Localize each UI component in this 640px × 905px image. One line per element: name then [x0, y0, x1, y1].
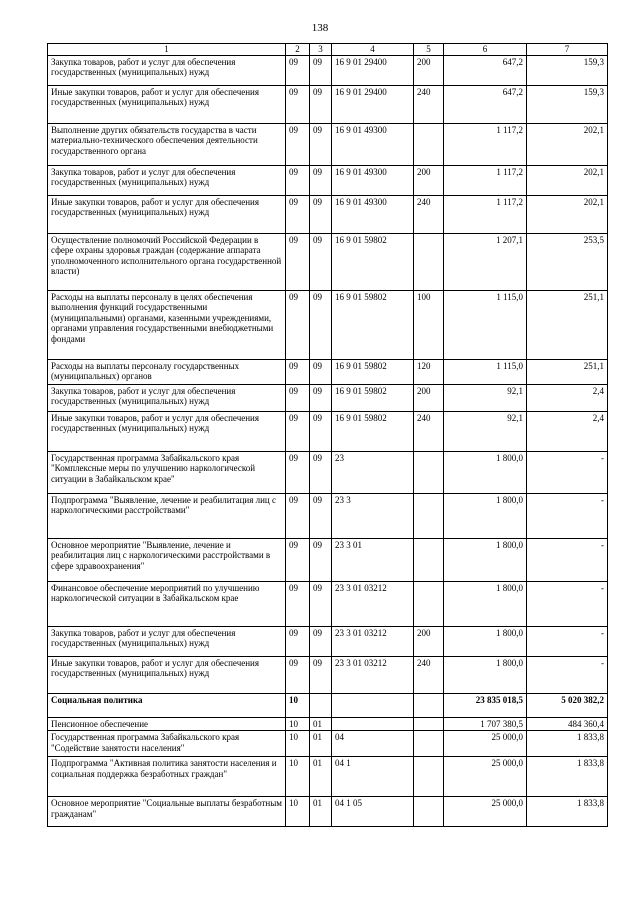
target-item-code: 16 9 01 29400 [332, 85, 414, 123]
row-name: Подпрограмма "Выявление, лечение и реабилитация лиц с наркологическими расстройствами" [48, 493, 286, 538]
target-item-code: 16 9 01 59802 [332, 359, 414, 384]
section-code: 09 [286, 581, 310, 626]
row-name: Осуществление полномочий Российской Федерации в сфере охраны здоровья граждан (содержание аппарата уполномоченного исполнительного органа государственной власти) [48, 233, 286, 290]
section-code: 10 [286, 731, 310, 757]
section-code: 09 [286, 411, 310, 451]
table-row [48, 195, 608, 233]
table-row [48, 493, 608, 538]
expense-type-code [414, 493, 444, 538]
column-header: 6 [444, 44, 527, 56]
expense-type-code: 200 [414, 55, 444, 85]
section-code: 10 [286, 693, 310, 717]
section-code: 09 [286, 384, 310, 411]
subsection-code: 09 [310, 493, 332, 538]
section-code: 09 [286, 85, 310, 123]
row-name: Социальная политика [48, 693, 286, 717]
budget-table [47, 43, 608, 827]
subsection-code: 09 [310, 538, 332, 581]
amount-col7: 5 020 382,2 [527, 693, 608, 717]
subsection-code: 09 [310, 451, 332, 493]
section-code: 10 [286, 757, 310, 797]
amount-col6: 1 800,0 [444, 656, 527, 693]
section-code: 09 [286, 451, 310, 493]
amount-col6: 647,2 [444, 55, 527, 85]
expense-type-code: 200 [414, 165, 444, 195]
page-number: 138 [311, 22, 329, 34]
expense-type-code [414, 693, 444, 717]
table-row [48, 451, 608, 493]
amount-col7: 1 833,8 [527, 757, 608, 797]
table-row [48, 233, 608, 290]
amount-col7: 202,1 [527, 165, 608, 195]
row-name: Государственная программа Забайкальского края "Комплексные меры по улучшению наркологической ситуации в Забайкальском крае" [48, 451, 286, 493]
target-item-code [332, 693, 414, 717]
column-header: 4 [332, 44, 414, 56]
expense-type-code [414, 451, 444, 493]
table-row [48, 626, 608, 656]
subsection-code: 09 [310, 165, 332, 195]
target-item-code: 16 9 01 59802 [332, 233, 414, 290]
target-item-code: 16 9 01 29400 [332, 55, 414, 85]
amount-col7: - [527, 493, 608, 538]
column-header: 1 [48, 44, 286, 56]
expense-type-code [414, 717, 444, 731]
amount-col6: 23 835 018,5 [444, 693, 527, 717]
target-item-code: 23 3 01 03212 [332, 656, 414, 693]
amount-col6: 1 707 380,5 [444, 717, 527, 731]
amount-col7: 1 833,8 [527, 731, 608, 757]
row-name: Расходы на выплаты персоналу в целях обеспечения выполнения функций государственными (муниципальными) органами, казенными учреждениями, органами управления государственными внебюджетными фондами [48, 290, 286, 359]
table-row [48, 85, 608, 123]
amount-col6: 1 115,0 [444, 359, 527, 384]
expense-type-code [414, 731, 444, 757]
row-name: Иные закупки товаров, работ и услуг для обеспечения государственных (муниципальных) нужд [48, 656, 286, 693]
amount-col6: 1 800,0 [444, 538, 527, 581]
table-row [48, 359, 608, 384]
column-header: 3 [310, 44, 332, 56]
expense-type-code: 200 [414, 384, 444, 411]
table-row [48, 693, 608, 717]
expense-type-code: 100 [414, 290, 444, 359]
amount-col7: 1 833,8 [527, 797, 608, 827]
target-item-code: 16 9 01 59802 [332, 411, 414, 451]
table-header-row [48, 44, 608, 56]
amount-col7: 202,1 [527, 195, 608, 233]
table-row [48, 123, 608, 165]
target-item-code: 16 9 01 49300 [332, 165, 414, 195]
subsection-code: 01 [310, 731, 332, 757]
row-name: Пенсионное обеспечение [48, 717, 286, 731]
expense-type-code: 240 [414, 656, 444, 693]
amount-col6: 1 117,2 [444, 123, 527, 165]
subsection-code: 09 [310, 123, 332, 165]
amount-col6: 1 117,2 [444, 195, 527, 233]
amount-col7: 159,3 [527, 55, 608, 85]
amount-col6: 92,1 [444, 384, 527, 411]
amount-col7: 484 360,4 [527, 717, 608, 731]
expense-type-code: 240 [414, 85, 444, 123]
row-name: Расходы на выплаты персоналу государственных (муниципальных) органов [48, 359, 286, 384]
amount-col7: 2,4 [527, 411, 608, 451]
table-row [48, 656, 608, 693]
amount-col7: - [527, 626, 608, 656]
subsection-code: 09 [310, 290, 332, 359]
table-row [48, 165, 608, 195]
amount-col6: 25 000,0 [444, 797, 527, 827]
amount-col6: 647,2 [444, 85, 527, 123]
section-code: 09 [286, 656, 310, 693]
section-code: 09 [286, 55, 310, 85]
amount-col6: 92,1 [444, 411, 527, 451]
amount-col6: 25 000,0 [444, 757, 527, 797]
subsection-code: 09 [310, 85, 332, 123]
table-row [48, 757, 608, 797]
amount-col6: 1 115,0 [444, 290, 527, 359]
target-item-code: 04 [332, 731, 414, 757]
section-code: 09 [286, 626, 310, 656]
amount-col7: 251,1 [527, 290, 608, 359]
subsection-code: 09 [310, 233, 332, 290]
section-code: 09 [286, 538, 310, 581]
subsection-code: 09 [310, 195, 332, 233]
row-name: Иные закупки товаров, работ и услуг для обеспечения государственных (муниципальных) нужд [48, 411, 286, 451]
section-code: 09 [286, 195, 310, 233]
table-row [48, 731, 608, 757]
amount-col7: - [527, 451, 608, 493]
row-name: Основное мероприятие "Выявление, лечение и реабилитация лиц с наркологическими расстройствами в сфере здравоохранения" [48, 538, 286, 581]
section-code: 09 [286, 290, 310, 359]
section-code: 09 [286, 123, 310, 165]
subsection-code: 09 [310, 411, 332, 451]
amount-col6: 1 800,0 [444, 581, 527, 626]
section-code: 09 [286, 493, 310, 538]
table-row [48, 411, 608, 451]
table-row [48, 538, 608, 581]
amount-col6: 1 117,2 [444, 165, 527, 195]
subsection-code: 01 [310, 717, 332, 731]
row-name: Закупка товаров, работ и услуг для обеспечения государственных (муниципальных) нужд [48, 165, 286, 195]
expense-type-code [414, 581, 444, 626]
expense-type-code [414, 757, 444, 797]
amount-col6: 1 800,0 [444, 451, 527, 493]
table-body [48, 55, 608, 827]
row-name: Закупка товаров, работ и услуг для обеспечения государственных (муниципальных) нужд [48, 55, 286, 85]
amount-col7: 202,1 [527, 123, 608, 165]
subsection-code: 01 [310, 757, 332, 797]
section-code: 09 [286, 165, 310, 195]
row-name: Подпрограмма "Активная политика занятости населения и социальная поддержка безработных граждан" [48, 757, 286, 797]
subsection-code: 09 [310, 656, 332, 693]
subsection-code [310, 693, 332, 717]
section-code: 10 [286, 797, 310, 827]
expense-type-code [414, 538, 444, 581]
table-row [48, 797, 608, 827]
column-header: 2 [286, 44, 310, 56]
expense-type-code [414, 123, 444, 165]
amount-col7: - [527, 581, 608, 626]
amount-col6: 1 207,1 [444, 233, 527, 290]
section-code: 09 [286, 359, 310, 384]
amount-col7: 2,4 [527, 384, 608, 411]
target-item-code: 16 9 01 59802 [332, 290, 414, 359]
target-item-code: 16 9 01 59802 [332, 384, 414, 411]
subsection-code: 09 [310, 55, 332, 85]
target-item-code: 16 9 01 49300 [332, 195, 414, 233]
expense-type-code: 120 [414, 359, 444, 384]
amount-col6: 1 800,0 [444, 626, 527, 656]
subsection-code: 09 [310, 359, 332, 384]
row-name: Государственная программа Забайкальского края "Содействие занятости населения" [48, 731, 286, 757]
amount-col7: - [527, 538, 608, 581]
row-name: Иные закупки товаров, работ и услуг для обеспечения государственных (муниципальных) нужд [48, 85, 286, 123]
target-item-code: 04 1 [332, 757, 414, 797]
target-item-code: 23 3 01 03212 [332, 581, 414, 626]
amount-col6: 25 000,0 [444, 731, 527, 757]
expense-type-code: 240 [414, 411, 444, 451]
row-name: Иные закупки товаров, работ и услуг для обеспечения государственных (муниципальных) нужд [48, 195, 286, 233]
expense-type-code [414, 233, 444, 290]
table-row [48, 290, 608, 359]
target-item-code: 23 3 [332, 493, 414, 538]
amount-col6: 1 800,0 [444, 493, 527, 538]
amount-col7: 159,3 [527, 85, 608, 123]
target-item-code: 04 1 05 [332, 797, 414, 827]
expense-type-code: 240 [414, 195, 444, 233]
table-row [48, 384, 608, 411]
row-name: Закупка товаров, работ и услуг для обеспечения государственных (муниципальных) нужд [48, 384, 286, 411]
row-name: Закупка товаров, работ и услуг для обеспечения государственных (муниципальных) нужд [48, 626, 286, 656]
table-row [48, 717, 608, 731]
target-item-code: 23 3 01 [332, 538, 414, 581]
target-item-code: 23 [332, 451, 414, 493]
subsection-code: 09 [310, 626, 332, 656]
target-item-code [332, 717, 414, 731]
subsection-code: 01 [310, 797, 332, 827]
expense-type-code [414, 797, 444, 827]
column-header: 7 [527, 44, 608, 56]
section-code: 10 [286, 717, 310, 731]
target-item-code: 16 9 01 49300 [332, 123, 414, 165]
subsection-code: 09 [310, 384, 332, 411]
target-item-code: 23 3 01 03212 [332, 626, 414, 656]
row-name: Финансовое обеспечение мероприятий по улучшению наркологической ситуации в Забайкальском крае [48, 581, 286, 626]
amount-col7: 253,5 [527, 233, 608, 290]
amount-col7: - [527, 656, 608, 693]
table-row [48, 55, 608, 85]
subsection-code: 09 [310, 581, 332, 626]
column-header: 5 [414, 44, 444, 56]
row-name: Выполнение других обязательств государства в части материально-технического обеспечения деятельности государственного органа [48, 123, 286, 165]
expense-type-code: 200 [414, 626, 444, 656]
table-row [48, 581, 608, 626]
amount-col7: 251,1 [527, 359, 608, 384]
section-code: 09 [286, 233, 310, 290]
row-name: Основное мероприятие "Социальные выплаты безработным гражданам" [48, 797, 286, 827]
